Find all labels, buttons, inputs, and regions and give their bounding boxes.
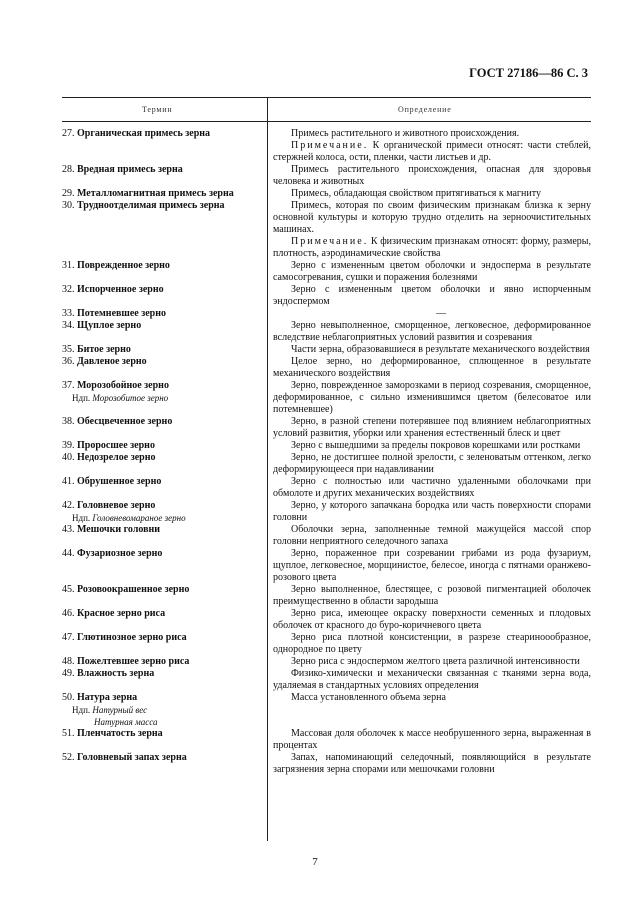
term-name: Розовоокрашенное зерно [77,584,190,595]
term-number: 52. [62,752,75,763]
term-number: 39. [62,440,75,451]
definition-cell [273,692,591,728]
definition-cell [273,356,591,380]
term-number: 42. [62,500,75,511]
term-number: 50. [62,692,75,703]
term-cell [62,632,262,656]
definition-cell [273,608,591,632]
term-number: 32. [62,284,75,295]
definition-cell [273,440,591,452]
definition-text: Зерно, в разной степени потерявшее под влиянием неблагоприятных условий развития, уборки или хранения естественный блеск и цвет [273,416,591,439]
term-cell [62,356,262,380]
deprecated-term [62,704,262,716]
term-name: Головневый запах зерна [77,752,187,763]
term-number: 47. [62,632,75,643]
definition-cell [273,380,591,416]
note-label: Примечание. [291,140,369,151]
definition-text: Зерно, пораженное при созревании грибами из рода фузариум, щуплое, легковесное, морщинистое, белесое, иногда с пятнами оранжево-розового цвета [273,548,591,583]
deprecated-term [62,512,262,524]
table-row [62,164,591,188]
term-name: Влажность зерна [77,668,155,679]
term-name: Металломагнитная примесь зерна [77,188,234,199]
term-cell [62,668,262,692]
definition-text: Зерно, поврежденное заморозками в период созревания, сморщенное, деформированное, с сильно изменившимся цветом (белесоватое или потемневшее) [273,380,591,415]
definition-cell [273,320,591,344]
term-number: 48. [62,656,75,667]
definition-text: Массовая доля оболочек к массе необрушенного зерна, выраженная в процентах [273,728,591,751]
note-text: К органической примеси относят: части стеблей, стержней колоса, ости, пленки, части листьев и др. [273,140,591,163]
table-row [62,476,591,500]
definition-cell [273,284,591,308]
term-cell [62,260,262,284]
definition-cell [273,584,591,608]
term-number: 46. [62,608,75,619]
definition-text: Примесь, обладающая свойством притягиваться к магниту [291,188,541,199]
term-cell [62,524,262,548]
deprecated-term [62,392,262,404]
definition-text: Зерно, у которого запачкана бородка или часть поверхности спорами головни [273,500,591,523]
definition-cell [273,188,591,200]
table-row [62,284,591,308]
definition-text: Зерно риса, имеющее окраску поверхности семенных и плодовых оболочек от красного до буро-коричневого цвета [273,608,591,631]
definition-text: Части зерна, образовавшиеся в результате механического воздействия [291,344,590,355]
definition-text: Зерно с измененным цветом оболочки и явно испорченным эндоспермом [273,284,591,307]
term-cell [62,500,262,524]
term-cell [62,584,262,608]
definition-cell [273,200,591,260]
definition-cell [273,500,591,524]
table-row [62,356,591,380]
definition-cell [273,128,591,164]
deprecated-label: Ндп. [72,513,91,523]
term-cell [62,188,262,200]
term-cell [62,752,262,776]
definition-cell [273,452,591,476]
definition-text: Масса установленного объема зерна [291,692,446,703]
deprecated-value: Натурный вес [92,705,148,715]
deprecated-value: Головневомараное зерно [92,513,186,523]
term-cell [62,452,262,476]
definition-cell [273,344,591,356]
term-number: 33. [62,308,75,319]
table-row [62,128,591,164]
term-name: Потемневшее зерно [77,308,167,319]
deprecated-value: Морозобитое зерно [92,393,169,403]
document-header: ГОСТ 27186—86 С. 3 [469,66,588,80]
definition-cell [273,308,591,320]
table-row [62,200,591,260]
definition-cell [273,548,591,584]
definition-text: Зерно с измененным цветом оболочки и эндосперма в результате самосогревания, сушки и поражения болезнями [273,260,591,283]
definition-text: — [436,308,446,319]
term-cell [62,416,262,440]
table-row [62,452,591,476]
term-number: 40. [62,452,75,463]
term-name: Недозрелое зерно [77,452,156,463]
table-row [62,752,591,776]
term-name: Битое зерно [77,344,131,355]
term-cell [62,692,262,728]
definition-text: Зерно, не достигшее полной зрелости, с зеленоватым оттенком, легко деформирующееся при надавливании [273,452,591,475]
definition-text: Зерно невыполненное, сморщенное, легковесное, деформированное вследствие неблагоприятных условий развития и созревания [273,320,591,343]
definition-text: Физико-химически и механически связанная с тканями зерна вода, удаляемая в стандартных условиях определения [273,668,591,691]
term-name: Давленое зерно [77,356,147,367]
definition-text: Зерно риса с эндоспермом желтого цвета различной интенсивности [291,656,580,667]
table-row [62,260,591,284]
definition-cell [273,416,591,440]
term-name: Проросшее зерно [77,440,155,451]
term-number: 41. [62,476,75,487]
term-name: Пленчатость зерна [77,728,163,739]
term-number: 49. [62,668,75,679]
term-number: 45. [62,584,75,595]
definition-cell [273,752,591,776]
table-row [62,548,591,584]
terms-table [62,128,591,776]
term-name: Щуплое зерно [77,320,142,331]
term-name: Фузариозное зерно [77,548,163,559]
table-row [62,344,591,356]
term-name: Головневое зерно [77,500,156,511]
term-cell [62,728,262,752]
definition-text: Зерно с полностью или частично удаленными оболочками при обмолоте и других механических воздействиях [273,476,591,499]
term-cell [62,380,262,416]
term-number: 34. [62,320,75,331]
note-label: Примечание. [291,236,369,247]
definition-cell [273,728,591,752]
definition-cell [273,656,591,668]
table-row [62,632,591,656]
term-cell [62,344,262,356]
table-row [62,668,591,692]
term-name: Морозобойное зерно [77,380,169,391]
term-name: Натура зерна [77,692,138,703]
definition-text: Оболочки зерна, заполненные темной мажущейся массой спор головни неприятного селедочного запаха [273,524,591,547]
definition-text: Запах, напоминающий селедочный, появляющийся в результате загрязнения зерна спорами или мешочками головни [273,752,591,775]
deprecated-value-2: Натурная масса [94,717,158,727]
page-number: 7 [312,856,318,868]
term-cell [62,440,262,452]
column-header-definition: Определение [398,105,452,114]
term-cell [62,656,262,668]
table-row [62,728,591,752]
table-row [62,416,591,440]
table-top-rule [62,97,591,98]
table-row [62,692,591,728]
table-row [62,380,591,416]
definition-text: Зерно с вышедшими за пределы покровов корешками или ростками [291,440,581,451]
table-row [62,188,591,200]
table-row [62,500,591,524]
table-row [62,524,591,548]
term-name: Красное зерно риса [77,608,166,619]
table-header-rule [62,121,591,122]
term-name: Вредная примесь зерна [77,164,183,175]
term-number: 43. [62,524,75,535]
definition-text: Примесь растительного и животного происхождения. [291,128,520,139]
note-text: К физическим признакам относят: форму, размеры, плотность, аэродинамические свойства [273,236,592,259]
term-number: 38. [62,416,75,427]
definition-text: Примесь, которая по своим физическим признакам близка к зерну основной культуры и которую трудно отделить на зерноочистительных машинах. [273,200,591,235]
definition-cell [273,632,591,656]
definition-note [273,140,591,164]
term-name: Обесцвеченное зерно [77,416,173,427]
term-name: Мешочки головни [77,524,161,535]
term-cell [62,608,262,632]
term-name: Испорченное зерно [77,284,164,295]
term-number: 36. [62,356,75,367]
term-number: 29. [62,188,75,199]
definition-cell [273,668,591,692]
term-name: Поврежденное зерно [77,260,170,271]
term-cell [62,476,262,500]
definition-cell [273,260,591,284]
definition-text: Зерно выполненное, блестящее, с розовой пигментацией оболочек преимущественно в области зародыша [273,584,591,607]
term-number: 44. [62,548,75,559]
term-name: Обрушенное зерно [77,476,162,487]
table-row [62,440,591,452]
table-row [62,608,591,632]
term-number: 30. [62,200,75,211]
definition-text: Зерно риса плотной консистенции, в разрезе стеариноообразное, однородное по цвету [273,632,591,655]
term-name: Пожелтевшее зерно риса [77,656,190,667]
definition-note [273,236,591,260]
definition-cell [273,164,591,188]
term-cell [62,164,262,188]
term-name: Органическая примесь зерна [77,128,211,139]
definition-cell [273,524,591,548]
definition-cell [273,476,591,500]
term-number: 51. [62,728,75,739]
table-row [62,308,591,320]
term-number: 37. [62,380,75,391]
deprecated-label: Ндп. [72,393,91,403]
term-number: 35. [62,344,75,355]
term-number: 31. [62,260,75,271]
definition-text: Целое зерно, но деформированное, сплющенное в результате механического воздействия [273,356,591,379]
deprecated-label: Ндп. [72,705,91,715]
term-cell [62,200,262,260]
term-name: Глютинозное зерно риса [77,632,187,643]
column-header-term: Термин [142,105,173,114]
term-cell [62,128,262,164]
term-name: Трудноотделимая примесь зерна [77,200,225,211]
term-cell [62,308,262,320]
term-cell [62,548,262,584]
table-row [62,656,591,668]
term-number: 28. [62,164,75,175]
table-row [62,320,591,344]
term-number: 27. [62,128,75,139]
definition-text: Примесь растительного происхождения, опасная для здоровья человека и животных [273,164,591,187]
term-cell [62,284,262,308]
table-row [62,584,591,608]
term-cell [62,320,262,344]
